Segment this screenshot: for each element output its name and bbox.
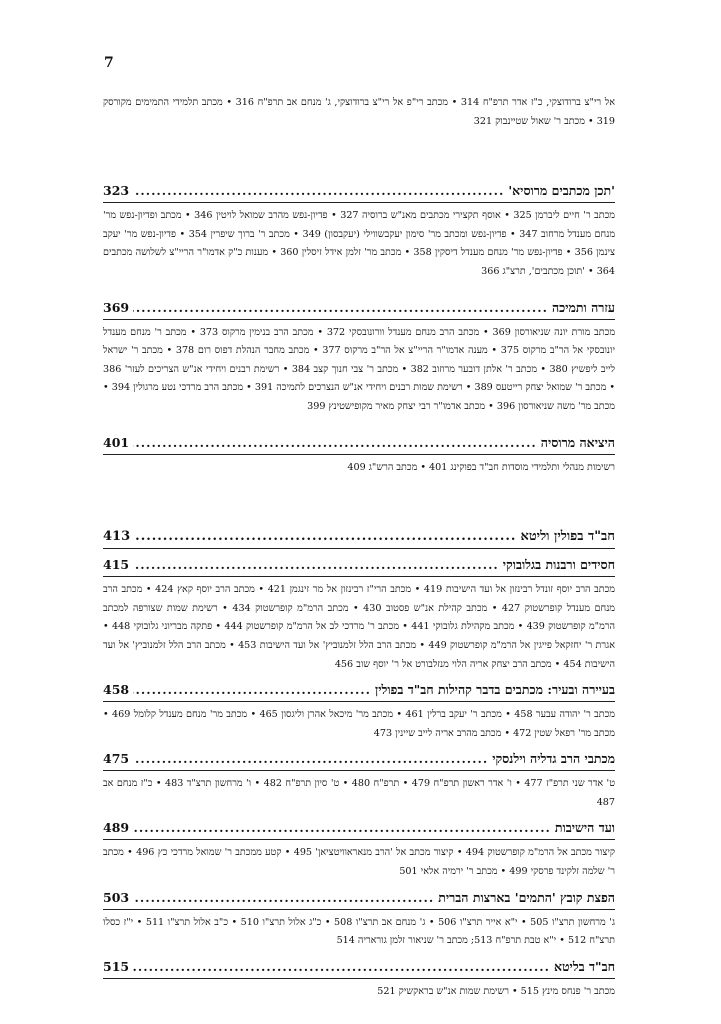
section-title: חב"ד בליטא (553, 958, 615, 974)
section-title: חסידים ורבנות בגלובוקי (502, 557, 615, 573)
dot-leader (133, 680, 371, 700)
toc-section (103, 298, 615, 417)
section-page-number: 323 (103, 183, 130, 199)
toc-section (103, 888, 615, 951)
section-heading (103, 181, 615, 203)
section-page-number: 515 (103, 958, 130, 974)
section-title: היציאה מרוסיה (540, 434, 615, 450)
section-entries: מכתב מורת יונה שניאורסון 369 • מכתב הרב מנחם מענדל וורונובסקי 372 • מכתב הרב בנימין מרקוס 373 • מכתב ר' מנחם מענדל יונובסקי אל הר"ב מרקוס 375 • מענה אדמו"ר הריי"צ אל הר"ב מרקוס 377 • מכתב מחבר הנהלת דפוס רום 378 • מכתב ר' ישראל לייב ליפשיץ 380 • מכתב ר' אלתן דובער מרוזוב 382 • מכתב ר' צבי חנוך קצב 384 • רשימת רבנים ויחידי אנ"ש הצריכים לעזר' 386 • מכתב ר' שמואל יצחק רייטעס 389 • רשימת שמות רבנים ויחידי אנ"ש הנצרכים לתמיכה 391 • מכתב הרב מרדכי נטע מרגולין 394 • מכתב מר' משה שניאורסון 396 • מכתב אדמו"ר רבי יצחק מאיר מקופישטינץ 399 (103, 326, 616, 412)
toc-section (103, 749, 615, 812)
section-title: מכתבי הרב גדליה וילנסקי (492, 751, 615, 767)
section-entries: ט' אדר שני תרפ"ז 477 • ו' אדר ראשון תרפ"ח 479 • תרפ"ח 480 • ט' סיון תרפ"ח 482 • ו' מרחשון תרצ"ד 483 • כ"ז מנחם אב 487 (103, 778, 615, 808)
toc-section (103, 957, 615, 1002)
section-heading (103, 433, 615, 455)
toc-section (103, 433, 615, 478)
toc-section (103, 555, 615, 674)
section-entries: רשימות מנהלי ותלמידי מוסדות חב"ד בפוקינג 401 • מכתב הרש"ג 409 (347, 461, 615, 473)
section-heading (103, 818, 615, 840)
section-page-number: 401 (103, 434, 130, 450)
section-heading (103, 888, 615, 910)
dot-leader (133, 181, 504, 201)
dot-leader (133, 888, 434, 908)
section-heading (103, 957, 615, 979)
toc-section (103, 94, 615, 131)
dot-leader (133, 957, 550, 977)
section-entries: מכתב ר' חיים ליברמן 325 • אוסף תקצירי מכתבים מאנ"ש ברוסיה 327 • פדיון-נפש מהרב שמואל לויטין 346 • מכתב ופדיון-נפש מר' מנחם מענדל מרחוב 347 • פדיון-נפש ומכתב מר' סימון יעקבשווילי (יעקבסון) 349 • מכתב ר' ברוך שיפרין 354 • פדיון-נפש מר' יעקב צינמן 356 • פדיון-נפש מר' מנחם מענדל דיסקין 358 • מכתב מר' זלמן אידל זיסלין 360 • מענות כ"ק אדמו"ר הריי"צ לשלושה מכתבים 364 • 'תוכן מכתבים', תרצ"ג 366 (103, 210, 616, 277)
toc-section (103, 527, 615, 549)
dot-leader (134, 527, 516, 547)
section-heading (103, 749, 615, 771)
section-entries: מכתב ר' פנחס מינץ 515 • רשימת שמות אנ"ש בראקשיק 521 (377, 985, 615, 997)
section-entries: אל רי"צ ברודוצקי, כ"ז אדר תרפ"ח 314 • מכתב רי"פ אל רי"צ ברודוצקי, ג' מנחם אב תרפ"ח 316 • מכתב תלמידי התמימים מקורסק 319 • מכתב ר' שאול שטיינבוק 321 (103, 97, 615, 127)
section-title: הפצת קובץ 'התמים' בארצות הברית (438, 889, 615, 905)
dot-leader (133, 749, 488, 769)
section-heading (103, 527, 615, 549)
section-entries: מכתב הרב יוסף זונדל רבינזון אל ועד הישיבות 419 • מכתב הרי"ז רבינזון אל מר זינגמן 421 • מכתב הרב יוסף קאץ 424 • מכתב הרב מנחם מענדל קופרשטוק 427 • מכתב קהילת אנ"ש פסטוב 430 • מכתב הרמ"מ קופרשטוק 434 • רשימת שמות שצורפה למכתב הרמ"מ קופרשטוק 439 • מכתב מקהילת גלובוקי 441 • מכתב ר' מרדכי לב אל הרמ"מ קופרשטוק 444 • פתקה מבריוני גלובוקי 448 • אגרת ר' יחזקאל פייגין אל הרמ"מ קופרשטוק 449 • מכתב הרב הלל זלמנוביץ' אל ועד הישיבות 453 • מכתב הרב הלל זלמנוביץ' אל ועד הישיבות 454 • מכתב הרב יצחק אריה הלוי מנזלבורט אל ר' יוסף שוב 456 (103, 584, 615, 670)
toc-section (103, 181, 615, 281)
section-page-number: 458 (103, 682, 130, 698)
section-heading (103, 298, 615, 320)
page-number: 7 (104, 55, 114, 71)
section-entries: ג' מרחשון תרצ"ו 505 • י"א אייר תרצ"ו 506 • ג' מנחם אב תרצ"ו 508 • כ"ג אלול תרצ"ו 510 • כ"ב אלול תרצ"ו 511 • י"ז כסלו תרצ"ח 512 • י"א טבת תרפ"ח 513; מכתב ר' שניאור זלמן גוראריה 514 (103, 916, 615, 947)
section-page-number: 503 (103, 889, 130, 905)
toc-section (103, 680, 615, 743)
table-of-contents (103, 94, 615, 1001)
section-page-number: 475 (103, 751, 130, 767)
section-page-number: 415 (103, 557, 130, 573)
section-page-number: 413 (103, 529, 131, 545)
dot-leader (133, 555, 499, 575)
dot-leader (133, 818, 551, 838)
section-title: בעיירה ובעיר: מכתבים בדבר קהילות חב"ד בפולין (375, 682, 615, 698)
section-page-number: 489 (103, 820, 130, 836)
section-heading (103, 555, 615, 577)
section-title: חב"ד בפולין וליטא (520, 529, 615, 545)
toc-section (103, 818, 615, 881)
section-entries: קיצור מכתב אל הרמ"מ קופרשטוק 494 • קיצור מכתב אל 'הרב מנאראוויטציאן' 495 • קטע ממכתב ר' שמואל מרדכי כץ 496 • מכתב ר' שלמה זלקינד פרסקי 499 • מכתב ר' ירמיה אלאי 501 (103, 847, 615, 878)
dot-leader (133, 298, 548, 318)
section-heading (103, 680, 615, 702)
dot-leader (133, 433, 537, 453)
section-title: עזרה ותמיכה (551, 299, 615, 315)
section-title: 'תכן מכתבים מרוסיא' (508, 183, 615, 199)
section-title: ועד הישיבות (554, 820, 615, 836)
section-page-number: 369 (103, 299, 130, 315)
section-entries: מכתב ר' יהודה עבער 458 • מכתב ר' יעקב ברלין 461 • מכתב מר' מיכאל אהרן וליגסון 465 • מכתב מר' מנחם מענדל קלומל 469 • מכתב מר' רפאל שטין 472 • מכתב מהרב אריה לייב שיינין 473 (103, 709, 615, 739)
